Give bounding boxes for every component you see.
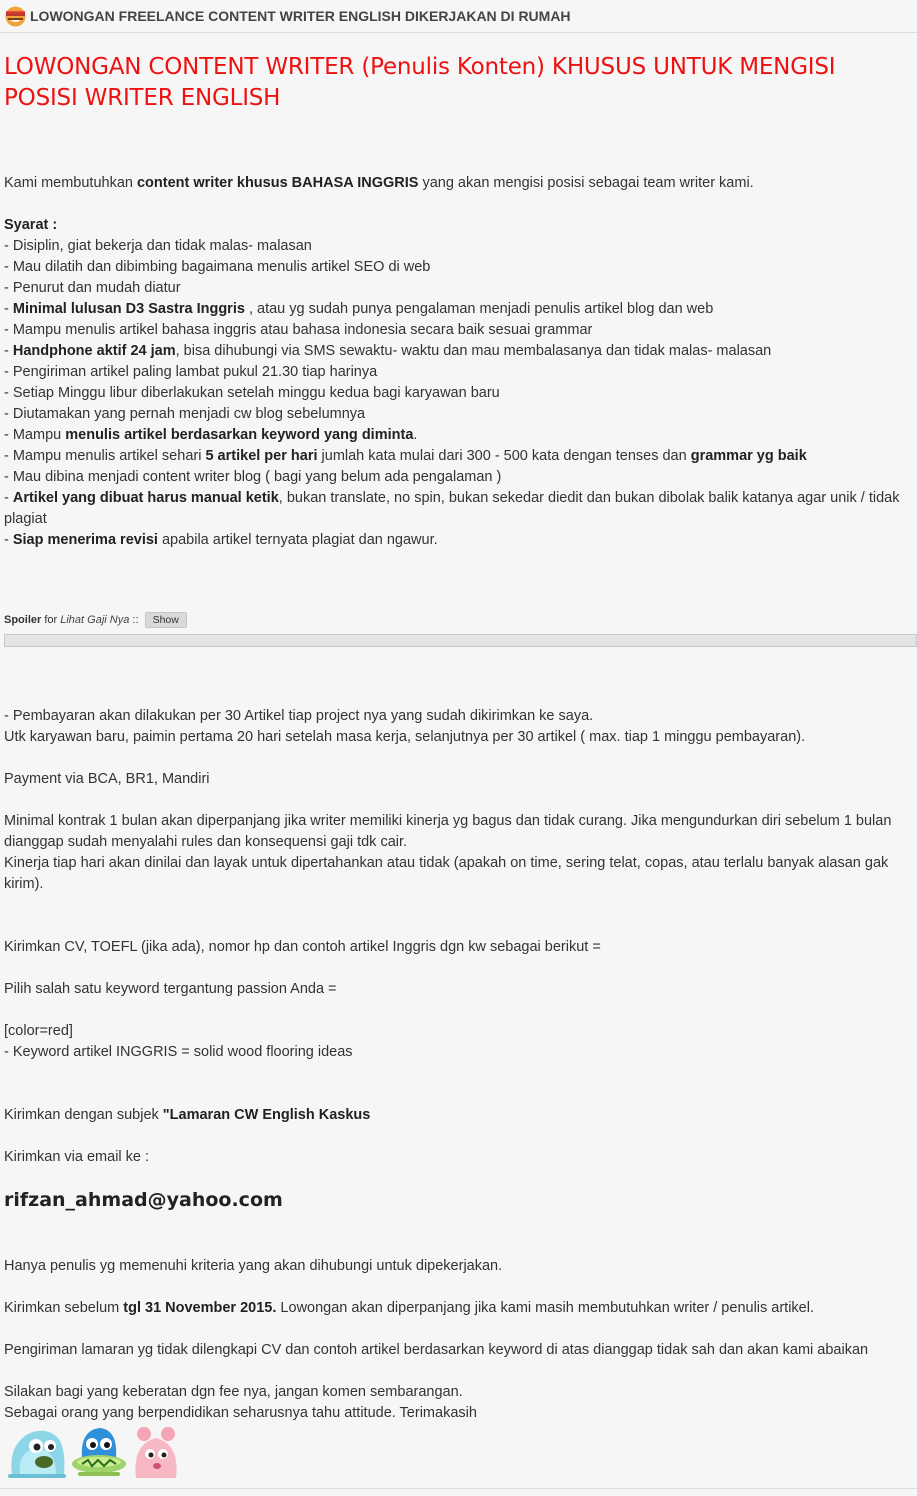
req11-mid: jumlah kata mulai dari 300 - 500 kata dengan tenses dan — [317, 448, 691, 464]
requirement-8: - Setiap Minggu libur diberlakukan setelah minggu kedua bagi karyawan baru — [4, 385, 500, 401]
kinerja-text: Kinerja tiap hari akan dinilai dan layak untuk dipertahankan atau tidak (apakah on time, sering telat, copas, atau terlalu banyak alasan gak kirim). — [4, 855, 889, 892]
payment-line-1: - Pembayaran akan dilakukan per 30 Artikel tiap project nya yang sudah dikirimkan ke saya. — [4, 708, 594, 724]
req14-pre: - — [4, 532, 13, 548]
requirement-5: - Mampu menulis artikel bahasa inggris atau bahasa indonesia secara baik sesuai grammar — [4, 322, 593, 338]
sebagai-text: Sebagai orang yang berpendidikan seharusnya tahu attitude. Terimakasih — [4, 1405, 477, 1421]
subjek-pre: Kirimkan dengan subjek — [4, 1107, 163, 1123]
req11-bold1: 5 artikel per hari — [205, 448, 318, 464]
via-email-text: Kirimkan via email ke : — [4, 1149, 150, 1165]
syarat-label-text: Syarat : — [4, 217, 58, 233]
blue-creature-emote-icon — [6, 1424, 68, 1480]
subjek-text — [4, 1105, 370, 1126]
keyword-text: - Keyword artikel INGGRIS = solid wood flooring ideas — [4, 1044, 353, 1060]
requirement-13 — [4, 488, 910, 530]
intro-post: yang akan mengisi posisi sebagai team writer kami. — [418, 175, 754, 191]
spoiler-content-box — [4, 634, 917, 647]
payment-line-2: Utk karyawan baru, paimin pertama 20 hari setelah masa kerja, selanjutnya per 30 artikel ( max. tiap 1 minggu pembayaran). — [4, 729, 806, 745]
spoiler-show-button[interactable]: Show — [145, 612, 187, 628]
pink-girl-emote-icon — [130, 1424, 182, 1480]
req13-post: , bukan translate, no spin, bukan sekedar diedit dan bukan dibolak balik katanya agar unik / tidak plagiat — [4, 490, 900, 527]
color-tag-text: [color=red] — [4, 1023, 73, 1039]
contact-email: rifzan_ahmad@yahoo.com — [4, 1189, 283, 1211]
requirement-12: - Mau dibina menjadi content writer blog ( bagi yang belum ada pengalaman ) — [4, 469, 502, 485]
spoiler-title: Lihat Gaji Nya — [60, 614, 130, 626]
req6-pre: - — [4, 343, 13, 359]
post-bottom-divider — [0, 1488, 917, 1489]
pengiriman-text: Pengiriman lamaran yg tidak dilengkapi CV dan contoh artikel berdasarkan keyword di atas dianggap tidak sah dan akan kami abaikan — [4, 1342, 869, 1358]
requirement-9: - Diutamakan yang pernah menjadi cw blog sebelumnya — [4, 406, 366, 422]
spoiler-sep: :: — [129, 614, 142, 626]
req11-bold2: grammar yg baik — [690, 448, 807, 464]
requirement-2: - Mau dilatih dan dibimbing bagaimana menulis artikel SEO di web — [4, 259, 431, 275]
silakan-text: Silakan bagi yang keberatan dgn fee nya, jangan komen sembarangan. — [4, 1384, 463, 1400]
req4-bold: Minimal lulusan D3 Sastra Inggris — [12, 301, 245, 317]
deadline-pre: Kirimkan sebelum — [4, 1300, 124, 1316]
req6-bold: Handphone aktif 24 jam — [12, 343, 176, 359]
req10-post: . — [413, 427, 418, 443]
requirement-1: - Disiplin, giat bekerja dan tidak malas- malasan — [4, 238, 312, 254]
req6-post: , bisa dihubungi via SMS sewaktu- waktu dan mau membalasanya dan tidak malas- malasan — [175, 343, 772, 359]
req13-pre: - — [4, 490, 13, 506]
requirement-11 — [4, 446, 807, 467]
emoticon-face-icon — [5, 6, 26, 27]
spoiler-header — [4, 612, 187, 628]
headline-line-1: LOWONGAN CONTENT WRITER (Penulis Konten) KHUSUS UNTUK MENGISI — [4, 54, 836, 80]
req11-pre: - Mampu menulis artikel sehari — [4, 448, 206, 464]
requirement-7: - Pengiriman artikel paling lambat pukul 21.30 tiap harinya — [4, 364, 378, 380]
syarat-label — [4, 215, 57, 236]
kontrak-text: Minimal kontrak 1 bulan akan diperpanjang jika writer memiliki kinerja yg bagus dan tidak curang. Jika mengundurkan diri sebelum 1 bulan dianggap sudah menyalahi rules dan konsequensi gaji tdk cair. — [4, 813, 892, 850]
requirement-14 — [4, 530, 438, 551]
payment-via: Payment via BCA, BR1, Mandiri — [4, 771, 210, 787]
req10-pre: - Mampu — [4, 427, 66, 443]
req4-pre: - — [4, 301, 13, 317]
pilih-keyword-text: Pilih salah satu keyword tergantung passion Anda = — [4, 981, 337, 997]
headline-line-2: POSISI WRITER ENGLISH — [4, 85, 281, 111]
thread-title: LOWONGAN FREELANCE CONTENT WRITER ENGLISH DIKERJAKAN DI RUMAH — [30, 8, 571, 24]
kirim-cv-text: Kirimkan CV, TOEFL (jika ada), nomor hp dan contoh artikel Inggris dgn kw sebagai berikut = — [4, 939, 601, 955]
req14-post: apabila artikel ternyata plagiat dan ngawur. — [157, 532, 438, 548]
req14-bold: Siap menerima revisi — [12, 532, 158, 548]
req13-bold: Artikel yang dibuat harus manual ketik — [12, 490, 279, 506]
subjek-bold: "Lamaran CW English Kaskus — [162, 1107, 371, 1123]
req10-bold: menulis artikel berdasarkan keyword yang diminta — [65, 427, 414, 443]
requirement-10 — [4, 425, 417, 446]
thread-title-bar — [0, 0, 917, 33]
deadline-bold: tgl 31 November 2015. — [123, 1300, 277, 1316]
spoiler-label: Spoiler — [4, 614, 42, 626]
spoiler-for: for — [41, 614, 61, 626]
blue-ufo-emote-icon — [70, 1424, 128, 1480]
deadline-post: Lowongan akan diperpanjang jika kami masih membutuhkan writer / penulis artikel. — [276, 1300, 814, 1316]
requirement-6 — [4, 341, 771, 362]
intro-pre: Kami membutuhkan — [4, 175, 137, 191]
intro-bold: content writer khusus BAHASA INGGRIS — [136, 175, 419, 191]
hanya-text: Hanya penulis yg memenuhi kriteria yang akan dihubungi untuk dipekerjakan. — [4, 1258, 503, 1274]
post-headline — [4, 52, 904, 114]
req4-post: , atau yg sudah punya pengalaman menjadi penulis artikel blog dan web — [244, 301, 714, 317]
requirement-3: - Penurut dan mudah diatur — [4, 280, 181, 296]
intro-text — [4, 173, 754, 194]
requirement-4 — [4, 299, 713, 320]
deadline-text — [4, 1298, 814, 1319]
